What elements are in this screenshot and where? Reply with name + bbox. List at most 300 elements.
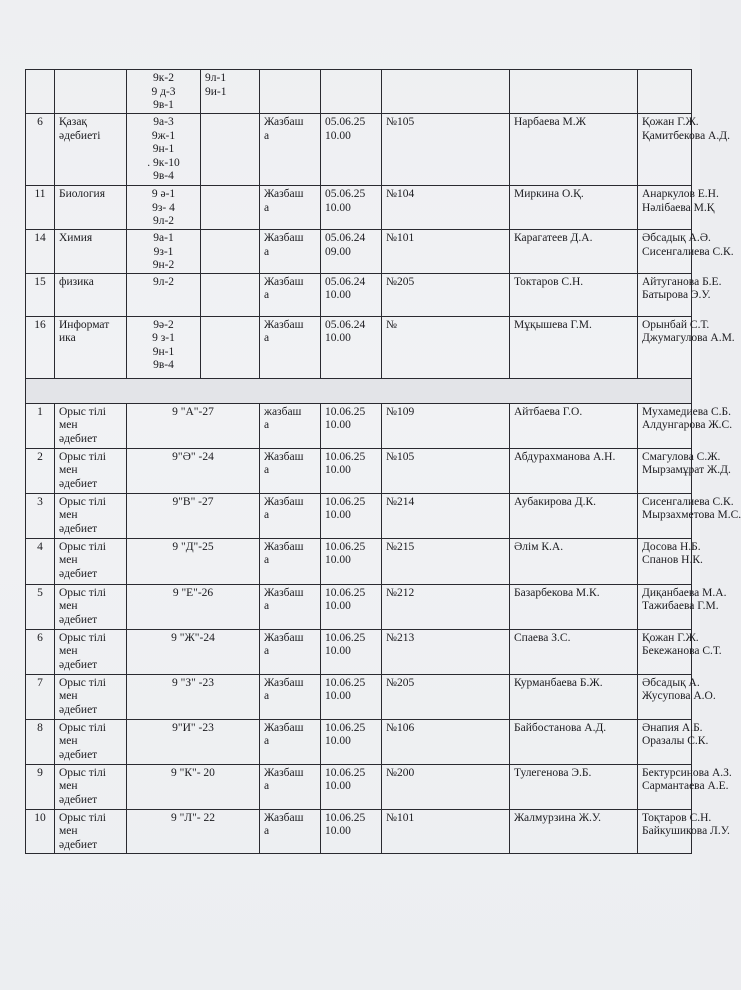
teacher-cell: Тулегенова Э.Б. [510,764,638,809]
cell-line: Информат [59,318,110,331]
cell-line: Сармантаева А.Е. [642,780,729,792]
cell-line: әдебиет [59,477,98,490]
cell-line: 10.06.25 [325,631,366,644]
table-row [26,538,692,584]
room-cell: №215 [382,538,510,584]
exam-form-cell [260,809,321,853]
cell-line: а [264,645,270,657]
date-time-cell [321,719,382,764]
assistants-cell [638,719,709,764]
cell-line: Орынбай С.Т. [642,318,710,331]
cell-line: Джумагулова А.М. [642,332,735,344]
subject-cell [55,629,127,674]
table-row [26,719,692,764]
room-cell: №105 [382,114,510,186]
cell-line: 10.00 [325,690,351,702]
exam-form-cell [260,493,321,538]
row-number: 3 [26,493,55,538]
cell-line: Биология [59,188,106,200]
row-number: 14 [26,230,55,274]
room-cell: №105 [382,448,510,493]
class-cell: 9 "З" -23 [127,674,260,719]
cell-line: Айтуганова Б.Е. [642,275,722,288]
cell-line: 9н-1 [152,143,175,155]
classes-cell [127,230,201,274]
subject-cell [55,584,127,629]
cell-line: 10.06.25 [325,495,366,508]
assistants-cell [638,70,692,114]
table-body [26,70,741,854]
subject-cell [55,70,127,114]
cell-line: әдебиет [59,613,98,626]
assistants-cell [638,764,732,809]
subject-cell [55,674,127,719]
cell-line: а [264,129,270,142]
cell-line: әдебиет [59,432,98,445]
cell-line: Байкушикова Л.У. [642,825,730,837]
cell-line: 05.06.25 [325,188,366,200]
classes-cell [127,316,201,378]
cell-line: 9к-2 [153,72,174,84]
exam-form-cell [260,230,321,274]
room-cell: №205 [382,273,510,316]
cell-line: Орыс тілі [59,405,106,418]
assistants-cell [638,674,716,719]
cell-line: Жазбаш [264,116,304,128]
cell-line: әдебиет [59,522,98,535]
cell-line: 10.06.25 [325,811,366,824]
cell-line: Жазбаш [264,450,304,463]
row-number: 6 [26,629,55,674]
cell-line: әдебиет [59,567,98,580]
table-row [26,273,692,316]
subject-cell [55,493,127,538]
subject-cell [55,403,127,448]
cell-line: 9и-1 [205,85,227,98]
cell-line: Бектурсинова А.З. [642,766,732,779]
classes-extra-cell [201,230,260,274]
assistants-cell [638,493,741,538]
teacher-cell: Жалмурзина Ж.У. [510,809,638,853]
row-number: 6 [26,114,55,186]
subject-cell [55,809,127,853]
cell-line: 9з-1 [153,245,174,258]
cell-line: мен [59,690,78,702]
cell-line: 10.00 [325,289,351,301]
teacher-cell: Базарбекова М.К. [510,584,638,629]
cell-line: 9в-1 [153,99,174,111]
cell-line: мен [59,419,78,431]
date-time-cell [321,316,382,378]
cell-line: Жазбаш [264,540,304,553]
table-row [26,584,692,629]
date-time-cell [321,70,382,114]
exam-form-cell [260,316,321,378]
cell-line: Батырова Э.У. [642,289,711,301]
assistants-cell [638,273,722,316]
assistants-cell [638,403,733,448]
cell-line: а [264,245,270,258]
table-row [26,809,692,853]
row-number: 11 [26,186,55,230]
exam-form-cell [260,186,321,230]
cell-line: 05.06.25 [325,116,366,128]
cell-line: мен [59,464,78,476]
cell-line: Жазбаш [264,721,304,734]
teacher-cell: Нарбаева М.Ж [510,114,638,186]
assistants-cell [638,230,734,274]
cell-line: Орыс тілі [59,540,106,553]
cell-line: Жазбаш [264,318,304,331]
teacher-cell: Әлім К.А. [510,538,638,584]
assistants-cell [638,186,719,230]
subject-cell [55,448,127,493]
cell-line: Нәлібаева М.Қ [642,201,715,214]
cell-line: Смагулова С.Ж. [642,450,721,463]
cell-line: 10.00 [325,129,351,142]
cell-line: а [264,825,270,837]
cell-line: физика [59,275,94,288]
cell-line: әдебиет [59,793,98,806]
date-time-cell [321,230,382,274]
room-cell: №212 [382,584,510,629]
class-cell: 9"И" -23 [127,719,260,764]
table-row [26,403,692,448]
cell-line: Оразалы С.К. [642,735,709,747]
exam-form-cell [260,403,321,448]
table-row [26,114,692,186]
class-cell: 9 "А"-27 [127,403,260,448]
room-cell: № [382,316,510,378]
date-time-cell [321,764,382,809]
cell-line: Бекежанова С.Т. [642,645,722,657]
cell-line: әдебиеті [59,129,101,142]
cell-line: 9 д-3 [151,85,176,98]
subject-cell [55,114,127,186]
cell-line: мен [59,509,78,521]
cell-line: а [264,464,270,476]
cell-line: Диқанбаева М.А. [642,586,727,599]
room-cell: №104 [382,186,510,230]
row-number: 16 [26,316,55,378]
cell-line: 9а-1 [153,232,174,244]
cell-line: 10.06.25 [325,405,366,418]
cell-line: 9н-2 [152,259,175,271]
cell-line: Жазбаш [264,631,304,644]
date-time-cell [321,114,382,186]
teacher-cell [510,70,638,114]
teacher-cell: Карагатеев Д.А. [510,230,638,274]
exam-form-cell [260,584,321,629]
cell-line: Әбсадық А.Ә. [642,232,711,244]
class-cell: 9 "Л"- 22 [127,809,260,853]
cell-line: әдебиет [59,703,98,716]
cell-line: 10.06.25 [325,676,366,689]
cell-line: 9 ә-1 [151,188,176,200]
row-number: 1 [26,403,55,448]
assistants-cell [638,538,703,584]
date-time-cell [321,186,382,230]
class-cell: 9"В" -27 [127,493,260,538]
cell-line: 9л-1 [205,72,227,84]
table-row [26,674,692,719]
cell-line: Досова Н.Б. [642,540,701,553]
cell-line: мен [59,780,78,792]
row-number: 10 [26,809,55,853]
cell-line: 10.00 [325,645,351,657]
cell-line: 10.00 [325,509,351,521]
class-cell: 9 "Ж"-24 [127,629,260,674]
cell-line: Әнапия А.Б. [642,721,703,734]
table-row [26,764,692,809]
cell-line: а [264,332,270,344]
table-row [26,629,692,674]
date-time-cell [321,674,382,719]
cell-line: Орыс тілі [59,721,106,734]
cell-line: Әбсадық А. [642,676,700,689]
cell-line: мен [59,645,78,657]
cell-line: Сисенгалиева С.К. [642,495,734,508]
cell-line: Анаркулов Е.Н. [642,188,719,200]
teacher-cell: Мұқышева Г.М. [510,316,638,378]
classes-cell [127,273,201,316]
exam-form-cell [260,114,321,186]
cell-line: 9ә-2 [153,318,174,331]
cell-line: 9н-1 [152,345,175,358]
teacher-cell: Спаева З.С. [510,629,638,674]
cell-line: а [264,419,270,431]
cell-line: 9 з-1 [152,332,175,344]
exam-form-cell [260,448,321,493]
cell-line: 9л-2 [152,215,175,227]
section-separator [26,378,692,403]
date-time-cell [321,273,382,316]
cell-line: Жазбаш [264,676,304,689]
cell-line: 05.06.24 [325,232,366,244]
row-number: 15 [26,273,55,316]
row-number: 7 [26,674,55,719]
cell-line: 9а-3 [153,116,174,128]
cell-line: Алдунгарова Ж.С. [642,419,733,431]
cell-line: Жазбаш [264,586,304,599]
teacher-cell: Токтаров С.Н. [510,273,638,316]
classes-cell [127,70,201,114]
cell-line: Жазбаш [264,275,304,288]
subject-cell [55,230,127,274]
cell-line: 10.00 [325,464,351,476]
table-row [26,70,692,114]
table-row [26,448,692,493]
cell-line: Жусупова А.О. [642,690,716,702]
exam-form-cell [260,674,321,719]
assistants-cell [638,629,722,674]
cell-line: 05.06.24 [325,318,366,331]
teacher-cell: Байбостанова А.Д. [510,719,638,764]
cell-line: Химия [59,232,93,244]
separator-cell [26,378,692,403]
table-row [26,316,692,378]
classes-cell [127,186,201,230]
room-cell: №205 [382,674,510,719]
date-time-cell [321,584,382,629]
date-time-cell [321,809,382,853]
room-cell: №213 [382,629,510,674]
classes-extra-cell [201,70,260,114]
cell-line: Жазбаш [264,495,304,508]
cell-line: Мырзамұрат Ж.Д. [642,464,731,476]
cell-line: Қожан Г.Ж. [642,631,699,644]
cell-line: 9л-2 [152,275,175,288]
table-row [26,230,692,274]
cell-line: 09.00 [325,245,351,258]
subject-cell [55,186,127,230]
cell-line: мен [59,735,78,747]
cell-line: а [264,509,270,521]
teacher-cell: Айтбаева Г.О. [510,403,638,448]
table-row [26,493,692,538]
teacher-cell: Курманбаева Б.Ж. [510,674,638,719]
cell-line: 10.00 [325,201,351,214]
subject-cell [55,764,127,809]
room-cell [382,70,510,114]
assistants-cell [638,448,731,493]
cell-line: Орыс тілі [59,766,106,779]
cell-line: мен [59,600,78,612]
class-cell: 9 "Е"-26 [127,584,260,629]
room-cell: №109 [382,403,510,448]
cell-line: . 9к-10 [147,156,180,169]
cell-line: а [264,201,270,214]
cell-line: Қазақ [59,116,88,128]
cell-line: а [264,600,270,612]
assistants-cell [638,584,727,629]
cell-line: 10.00 [325,419,351,431]
cell-line: ика [59,332,76,344]
cell-line: Орыс тілі [59,811,106,824]
subject-cell [55,719,127,764]
assistants-cell [638,809,730,853]
date-time-cell [321,629,382,674]
date-time-cell [321,493,382,538]
cell-line: Жазбаш [264,811,304,824]
cell-line: Жазбаш [264,766,304,779]
cell-line: Спанов Н.К. [642,554,703,566]
cell-line: Мырзахметова М.С. [642,509,741,521]
cell-line: Жазбаш [264,188,304,200]
room-cell: №101 [382,230,510,274]
cell-line: 10.00 [325,554,351,566]
table-row [26,186,692,230]
cell-line: әдебиет [59,658,98,671]
teacher-cell: Миркина О.Қ. [510,186,638,230]
row-number: 2 [26,448,55,493]
cell-line: 10.06.25 [325,721,366,734]
cell-line: 10.06.25 [325,450,366,463]
row-number: 8 [26,719,55,764]
class-cell: 9 "К"- 20 [127,764,260,809]
cell-line: 9з- 4 [152,201,175,214]
cell-line: Орыс тілі [59,631,106,644]
assistants-cell [638,316,735,378]
classes-extra-cell [201,273,260,316]
classes-extra-cell [201,316,260,378]
exam-form-cell [260,538,321,584]
cell-line: а [264,780,270,792]
cell-line: 05.06.24 [325,275,366,288]
cell-line: 9в-4 [153,359,174,371]
cell-line: а [264,554,270,566]
cell-line: Тоқтаров С.Н. [642,811,712,824]
cell-line: 10.06.25 [325,766,366,779]
row-number [26,70,55,114]
classes-extra-cell [201,186,260,230]
cell-line: Сисенгалиева С.К. [642,245,734,258]
room-cell: №214 [382,493,510,538]
exam-form-cell [260,273,321,316]
room-cell: №106 [382,719,510,764]
row-number: 5 [26,584,55,629]
cell-line: Қамитбекова А.Д. [642,129,730,142]
cell-line: 10.00 [325,825,351,837]
class-cell: 9 "Д"-25 [127,538,260,584]
cell-line: 9ж-1 [151,129,176,142]
cell-line: Тажибаева Г.М. [642,600,719,612]
cell-line: 10.00 [325,600,351,612]
cell-line: Қожан Г.Ж. [642,116,699,128]
room-cell: №200 [382,764,510,809]
cell-line: Жазбаш [264,232,304,244]
exam-form-cell [260,719,321,764]
cell-line: 10.06.25 [325,586,366,599]
subject-cell [55,538,127,584]
assistants-cell [638,114,730,186]
cell-line: Орыс тілі [59,586,106,599]
cell-line: а [264,289,270,301]
cell-line: Орыс тілі [59,676,106,689]
teacher-cell: Аубакирова Д.К. [510,493,638,538]
cell-line: Орыс тілі [59,450,106,463]
class-cell: 9"Ә" -24 [127,448,260,493]
cell-line: әдебиет [59,838,98,851]
cell-line: 9в-4 [153,170,174,182]
date-time-cell [321,448,382,493]
date-time-cell [321,538,382,584]
exam-schedule-table [25,69,741,854]
room-cell: №101 [382,809,510,853]
classes-extra-cell [201,114,260,186]
exam-form-cell [260,629,321,674]
cell-line: 10.00 [325,780,351,792]
cell-line: жазбаш [264,405,302,418]
subject-cell [55,316,127,378]
exam-form-cell [260,764,321,809]
cell-line: а [264,690,270,702]
cell-line: 10.00 [325,332,351,344]
cell-line: мен [59,554,78,566]
classes-cell [127,114,201,186]
cell-line: мен [59,825,78,837]
cell-line: әдебиет [59,748,98,761]
cell-line: 10.00 [325,735,351,747]
cell-line: Орыс тілі [59,495,106,508]
exam-form-cell [260,70,321,114]
row-number: 9 [26,764,55,809]
row-number: 4 [26,538,55,584]
subject-cell [55,273,127,316]
cell-line: Мухамедиева С.Б. [642,405,732,418]
date-time-cell [321,403,382,448]
teacher-cell: Абдурахманова А.Н. [510,448,638,493]
